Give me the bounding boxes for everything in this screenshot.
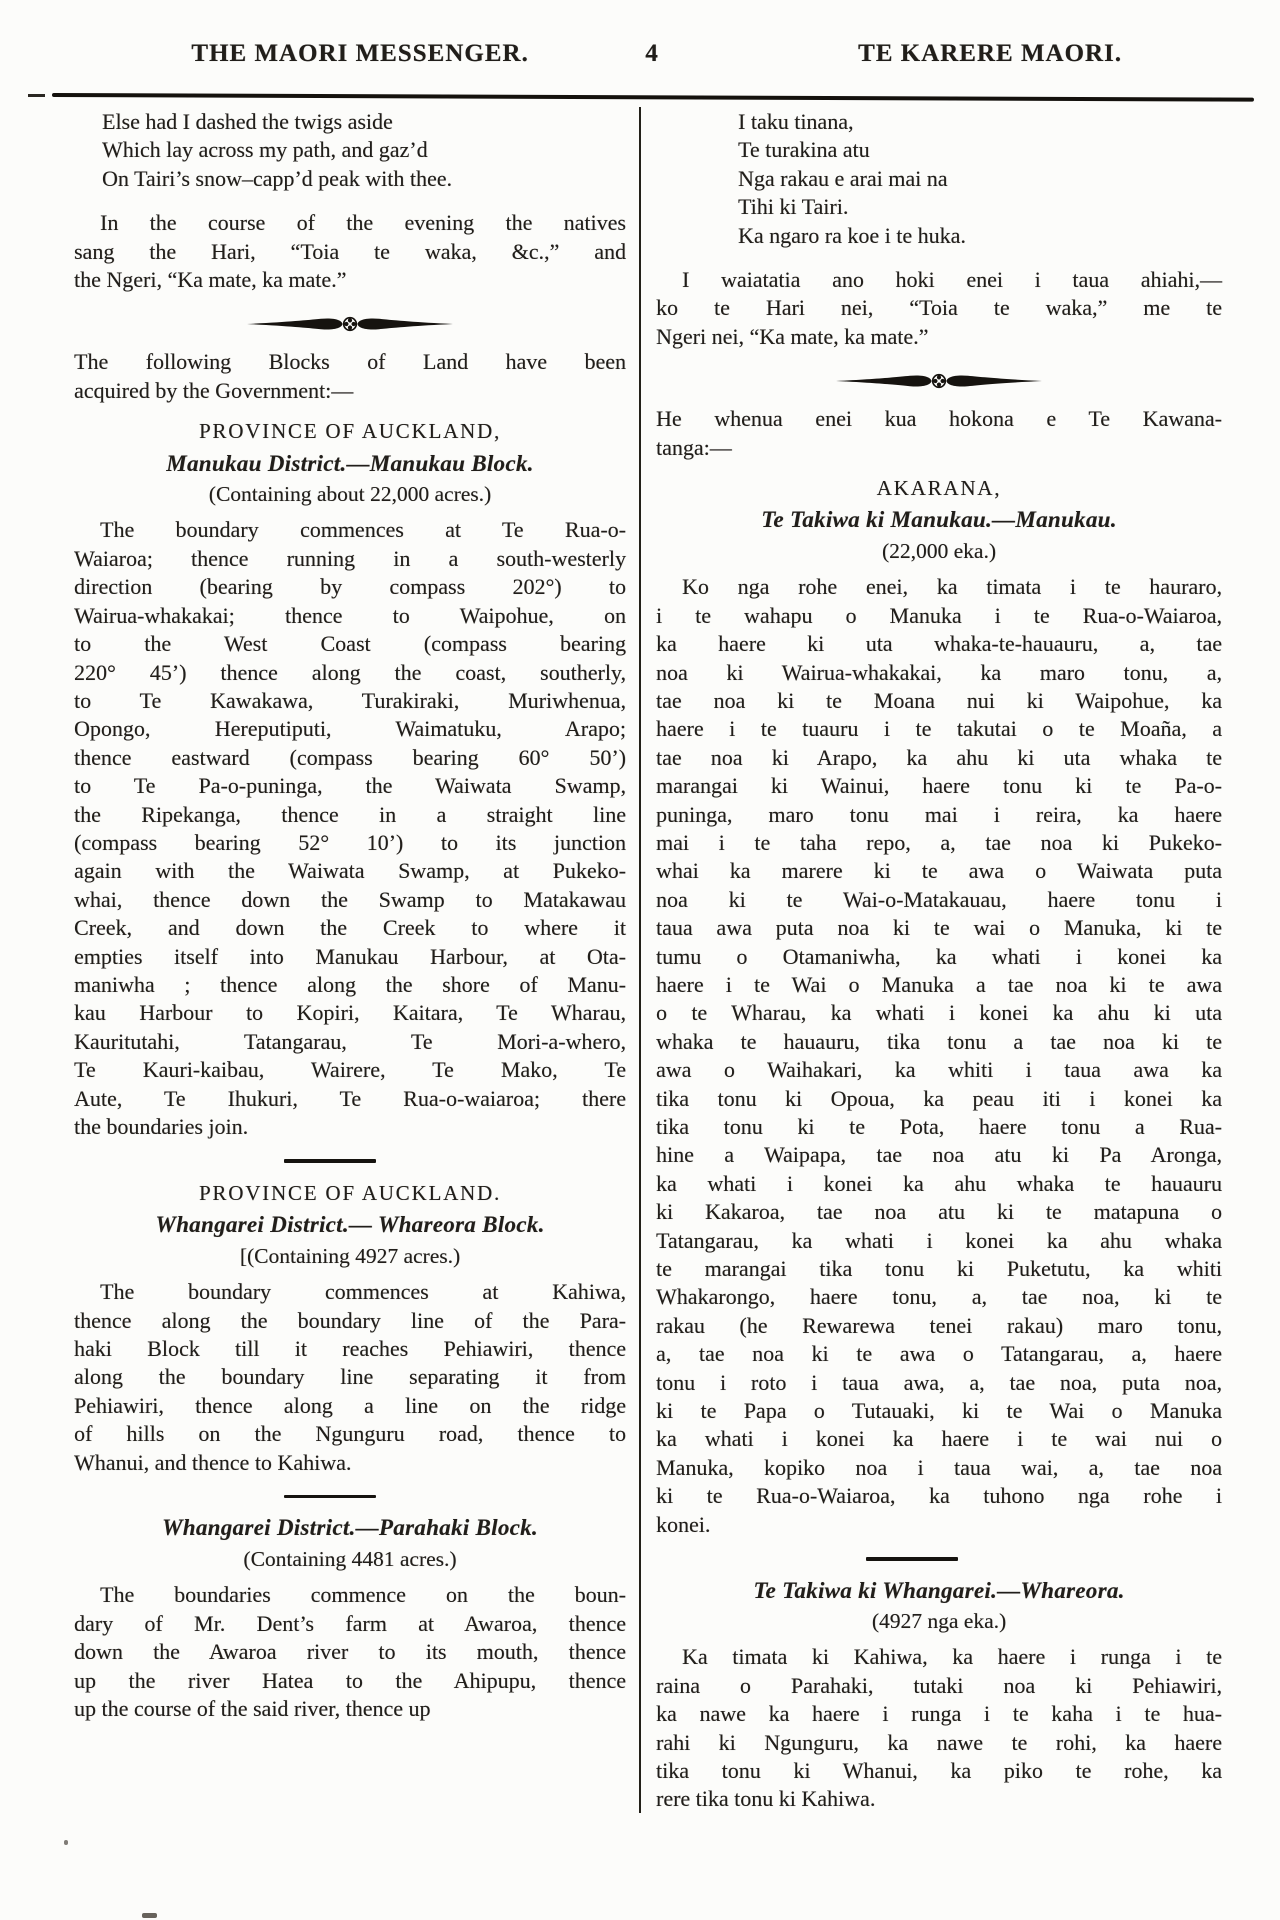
text-line: te marangai tika tonu ki Puketutu, ka whiti: [656, 1256, 1222, 1282]
text-line: konei.: [656, 1511, 711, 1537]
text-line: up the river Hatea to the Ahipupu, thence: [74, 1667, 626, 1693]
text-line: marangai ki Wainui, haere tonu ki te Pa-o-: [656, 773, 1222, 799]
text-line: tika tonu ki Whanui, ka piko te rohe, ka: [656, 1758, 1222, 1784]
text-line: The boundary commences at Te Rua-o-: [100, 517, 626, 543]
takiwa-heading-whangarei: Te Takiwa ki Whangarei.—Whareora.: [753, 1577, 1125, 1603]
text-line: ko te Hari nei, “Toia te waka,” me te: [656, 295, 1222, 321]
text-line: haere i te tuauru i te takutai o te Moaña, a: [656, 716, 1222, 742]
text-line: rakau (he Rewarewa tenei rakau) maro tonu,: [656, 1312, 1222, 1338]
text-line: awa o Waihakari, ka whiti i taua awa ka: [656, 1057, 1222, 1083]
text-line: Kauritutahi, Tatangarau, Te Mori-a-whero,: [74, 1028, 626, 1054]
takiwa-heading-manukau: Te Takiwa ki Manukau.—Manukau.: [761, 507, 1117, 533]
text-line: thence eastward (compass bearing 60° 50’): [74, 744, 626, 770]
akarana-heading: AKARANA,: [876, 476, 1002, 501]
left-column: [74, 106, 626, 1735]
ink-speck: [64, 1840, 68, 1845]
text-line: tika tonu ki Opoua, ka peau iti i konei ka: [656, 1085, 1222, 1111]
right-column: [656, 106, 1222, 1826]
para-whareora-boundary-english: [74, 1278, 626, 1477]
text-line: to Te Pa-o-puninga, the Waiwata Swamp,: [74, 773, 626, 799]
text-line: whaka te hauauru, tika tonu a tae noa ki te: [656, 1028, 1222, 1054]
text-line: Wairua-whakakai; thence to Waipohue, on: [74, 602, 626, 628]
text-line: tae noa ki te Moana nui ki Waipohue, ka: [656, 687, 1222, 713]
text-line: tika tonu ki te Pota, haere tonu a Rua-: [656, 1114, 1222, 1139]
text-line: Aute, Te Ihukuri, Te Rua-o-waiaroa; there: [74, 1085, 626, 1111]
text-line: Tihi ki Tairi.: [738, 194, 849, 220]
acreage-note-whareora: [(Containing 4927 acres.): [239, 1243, 461, 1268]
page-number: 4: [645, 40, 659, 67]
text-line: Te Kauri-kaibau, Wairere, Te Mako, Te: [74, 1057, 626, 1083]
text-line: up the course of the said river, thence up: [74, 1695, 431, 1721]
text-line: Pehiawiri, thence along a line on the ridge: [74, 1392, 626, 1418]
text-line: Tatangarau, ka whati i konei ka ahu whaka: [656, 1227, 1222, 1253]
acreage-note-parahaki: (Containing 4481 acres.): [243, 1546, 457, 1571]
text-line: hine a Waipapa, tae noa atu ki Pa Aronga,: [656, 1142, 1222, 1168]
text-line: thence along the boundary line of the Para-: [74, 1307, 626, 1333]
text-line: Manuka, kopiko noa i taua wai, a, tae noa: [656, 1454, 1222, 1480]
district-heading-manukau: Manukau District.—Manukau Block.: [166, 450, 534, 476]
text-line: Ka timata ki Kahiwa, ka haere i runga i te: [682, 1644, 1222, 1670]
text-line: again with the Waiwata Swamp, at Pukeko-: [74, 858, 626, 884]
text-line: Whakarongo, haere tonu, a, tae noa, ki te: [656, 1284, 1222, 1310]
text-line: i te wahapu o Manuka i te Rua-o-Waiaroa,: [656, 602, 1222, 628]
text-line: to Te Kawakawa, Turakiraki, Muriwhenua,: [74, 687, 626, 713]
text-line: sang the Hari, “Toia te waka, &c.,” and: [74, 238, 626, 264]
text-line: Else had I dashed the twigs aside: [102, 109, 393, 134]
text-line: Waiaroa; thence running in a south-westerly: [74, 545, 626, 571]
section-ornament: [74, 316, 626, 334]
text-line: On Tairi’s snow–capp’d peak with thee.: [102, 165, 452, 191]
header-rule-dash: [28, 94, 45, 97]
para-evening-song-english: [74, 209, 626, 294]
text-line: noa ki Wairua-whakakai, ka maro tonu, a,: [656, 659, 1222, 685]
text-line: along the boundary line separating it from: [74, 1364, 626, 1390]
text-line: whai, thence down the Swamp to Matakawau: [74, 886, 626, 912]
text-line: the Ripekanga, thence in a straight line: [74, 801, 626, 827]
text-line: The boundary commences at Kahiwa,: [100, 1279, 626, 1305]
text-line: a, tae noa ki te awa o Tatangarau, a, haere: [656, 1341, 1222, 1367]
section-rule: [284, 1495, 376, 1499]
poem-maori: [738, 108, 1222, 250]
text-line: tae noa ki Arapo, ka ahu ki uta whaka te: [656, 744, 1222, 770]
text-line: Te turakina atu: [738, 137, 870, 163]
text-line: The following Blocks of Land have been: [74, 349, 626, 375]
text-line: rahi ki Ngunguru, ka nawe te rohi, ka haere: [656, 1729, 1222, 1755]
text-line: mai i te taha repo, a, tae noa ki Pukeko-: [656, 829, 1222, 855]
text-line: Creek, and down the Creek to where it: [74, 915, 626, 941]
district-heading-parahaki: Whangarei District.—Parahaki Block.: [162, 1515, 538, 1541]
text-line: Ka ngaro ra koe i te huka.: [738, 222, 966, 248]
text-line: empties itself into Manukau Harbour, at Ota-: [74, 943, 626, 969]
para-whareora-boundary-maori: [656, 1643, 1222, 1813]
text-line: ka whati i konei ka ahu whaka te hauauru: [656, 1170, 1222, 1196]
para-parahaki-boundary-english: [74, 1581, 626, 1723]
text-line: o te Wharau, ka whati i konei ka ahu ki uta: [656, 1000, 1222, 1026]
text-line: ka nawe ka haere i runga i te kaha i te hua-: [656, 1701, 1222, 1727]
text-line: Ko nga rohe enei, ka timata i te hauraro,: [682, 574, 1222, 600]
para-manukau-boundary-maori: [656, 573, 1222, 1539]
text-line: Nga rakau e arai mai na: [738, 165, 948, 191]
text-line: 220° 45’) thence along the coast, southerly,: [74, 659, 626, 685]
text-line: whai ka marere ki te awa o Waiwata puta: [656, 858, 1222, 884]
text-line: ki te Papa o Tutauaki, ki te Wai o Manuka: [656, 1398, 1222, 1424]
header-rule: [52, 93, 1254, 101]
text-line: rere tika tonu ki Kahiwa.: [656, 1786, 876, 1812]
text-line: puninga, maro tonu mai i reira, ka haere: [656, 801, 1222, 827]
text-line: Opongo, Hereputiputi, Waimatuku, Arapo;: [74, 716, 626, 742]
district-heading-whareora: Whangarei District.— Whareora Block.: [155, 1212, 545, 1238]
para-blocks-intro-english: [74, 348, 626, 405]
text-line: I waiatatia ano hoki enei i taua ahiahi,—: [682, 267, 1222, 293]
text-line: ki te Rua-o-Waiaroa, ka tuhono nga rohe i: [656, 1483, 1222, 1509]
text-line: direction (bearing by compass 202°) to: [74, 574, 626, 600]
text-line: (compass bearing 52° 10’) to its junction: [74, 829, 626, 855]
text-line: the boundaries join.: [74, 1114, 249, 1139]
text-line: Ngeri nei, “Ka mate, ka mate.”: [656, 323, 929, 349]
text-line: haki Block till it reaches Pehiawiri, thence: [74, 1335, 626, 1361]
text-line: In the course of the evening the natives: [100, 210, 626, 236]
text-line: raina o Parahaki, tutaki noa ki Pehiawiri,: [656, 1672, 1222, 1698]
text-line: to the West Coast (compass bearing: [74, 631, 626, 657]
eka-note-whareora: (4927 nga eka.): [871, 1609, 1007, 1633]
text-line: He whenua enei kua hokona e Te Kawana-: [656, 406, 1222, 432]
masthead-title-english: THE MAORI MESSENGER.: [191, 40, 529, 67]
text-line: Whanui, and thence to Kahiwa.: [74, 1449, 352, 1475]
acreage-note-manukau: (Containing about 22,000 acres.): [208, 482, 492, 507]
text-line: haere i te Wai o Manuka a tae noa ki te awa: [656, 971, 1222, 997]
para-manukau-boundary-english: [74, 516, 626, 1141]
text-line: of hills on the Ngunguru road, thence to: [74, 1421, 626, 1447]
text-line: Which lay across my path, and gaz’d: [102, 137, 428, 163]
printers-ornament-icon: [834, 373, 1044, 389]
text-line: down the Awaroa river to its mouth, thence: [74, 1639, 626, 1665]
text-line: acquired by the Government:—: [74, 377, 354, 403]
text-line: tanga:—: [656, 434, 732, 460]
section-ornament: [656, 373, 1222, 391]
text-line: taua awa puta noa ki te wai o Manuka, ki te: [656, 915, 1222, 941]
section-rule: [284, 1159, 376, 1163]
text-line: kau Harbour to Kopiri, Kaitara, Te Wharau,: [74, 1000, 626, 1026]
eka-note-manukau: (22,000 eka.): [881, 538, 997, 563]
text-line: the Ngeri, “Ka mate, ka mate.”: [74, 267, 347, 293]
text-line: maniwha ; thence along the shore of Manu-: [74, 971, 626, 997]
printers-ornament-icon: [245, 316, 455, 332]
para-blocks-intro-maori: [656, 405, 1222, 462]
text-line: noa ki te Wai-o-Matakauau, haere tonu i: [656, 886, 1222, 912]
column-divider: [639, 107, 641, 1813]
masthead-title-maori: TE KARERE MAORI.: [858, 40, 1122, 67]
province-heading-2: PROVINCE OF AUCKLAND.: [198, 1180, 502, 1205]
text-line: ka whati i konei ka haere i te wai nui o: [656, 1426, 1222, 1452]
section-rule: [866, 1557, 958, 1561]
poem-english: [102, 108, 626, 193]
province-heading-1: PROVINCE OF AUCKLAND,: [198, 419, 502, 444]
text-line: dary of Mr. Dent’s farm at Awaroa, thence: [74, 1610, 626, 1636]
text-line: tonu i roto i taua awa, a, tae noa, puta noa,: [656, 1369, 1222, 1395]
text-line: tumu o Otamaniwha, ka whati i konei ka: [656, 943, 1222, 969]
para-evening-song-maori: [656, 266, 1222, 351]
text-line: I taku tinana,: [738, 109, 854, 134]
ink-speck: [142, 1913, 157, 1918]
text-line: The boundaries commence on the boun-: [100, 1582, 626, 1608]
text-line: ka haere ki uta whaka-te-hauauru, a, tae: [656, 631, 1222, 657]
text-line: ki Kakaroa, tae noa atu ki te matapuna o: [656, 1199, 1222, 1225]
